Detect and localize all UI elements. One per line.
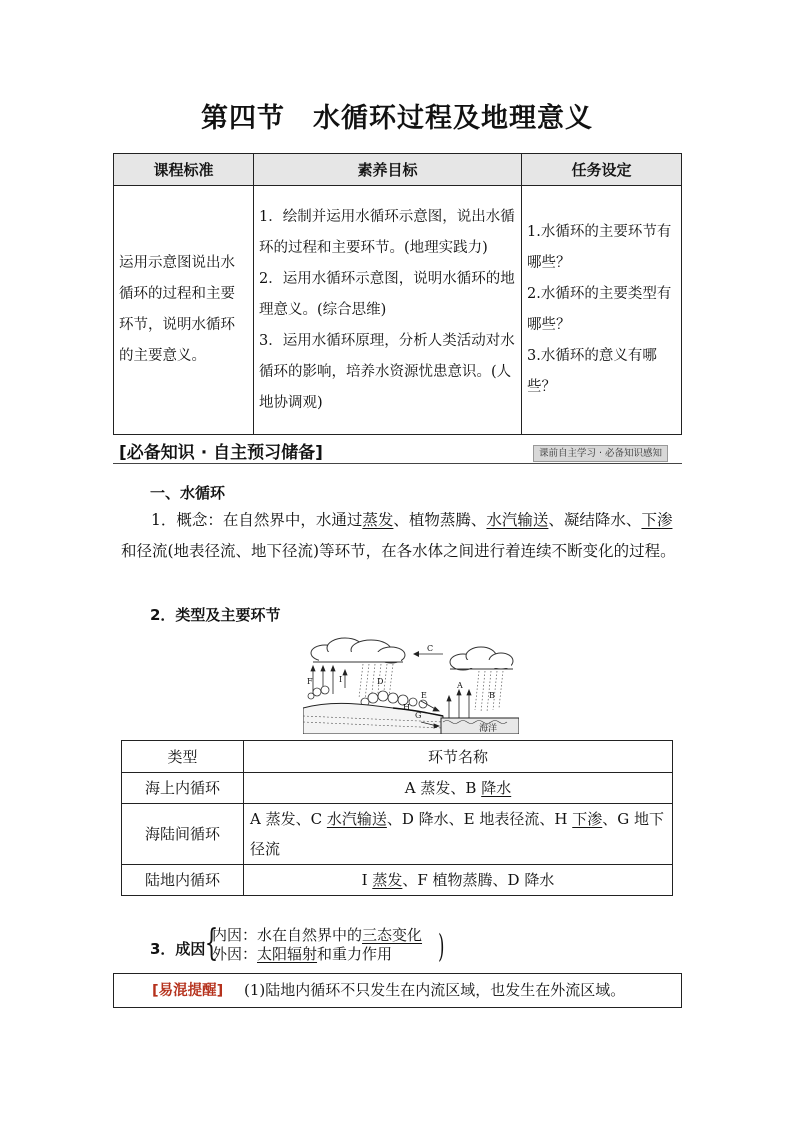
left-cloud-icon [311, 638, 405, 663]
goal-item: 3．运用水循环原理，分析人类活动对水循环的影响，培养水资源忧患意识。(人地协调观) [259, 332, 515, 411]
label-i: I [339, 675, 343, 684]
header-goals: 素养目标 [254, 154, 522, 186]
table-header-row [114, 154, 682, 186]
table-row [122, 773, 673, 804]
label-b: B [489, 691, 495, 700]
tip-box [113, 973, 682, 1008]
type-cell: 海上内循环 [122, 773, 244, 804]
links-text: 、G 地下径流 [250, 810, 665, 858]
banner-tag: 课前自主学习 · 必备知识感知 [533, 445, 668, 462]
tip-tag: [易混提醒] [152, 983, 224, 999]
task-item: 1.水循环的主要环节有哪些？ [527, 224, 672, 271]
label-d: D [377, 677, 384, 686]
water-cycle-diagram [303, 636, 519, 734]
header-type: 类型 [122, 741, 244, 773]
blank-answer: 水汽输送 [486, 511, 549, 529]
tip-text: (1)陆地内循环不只发生在内流区域，也发生在外流区域。 [244, 981, 626, 999]
concept-text: 1．概念：在自然界中，水通过 [151, 511, 363, 529]
blank-answer: 降水 [481, 779, 512, 797]
concept-text: 和径流(地表径流、地下径流)等环节，在各水体之间进行着连续不断变化的过程。 [121, 542, 676, 560]
type-cell: 陆地内循环 [122, 865, 244, 896]
links-text: 、D 降水、E 地表径流、H [386, 810, 573, 828]
cause-label: 3．成因 [150, 940, 206, 958]
section-banner [113, 436, 682, 464]
goal-item: 1．绘制并运用水循环示意图，说出水循环的过程和主要环节。(地理实践力) [259, 208, 515, 256]
table-row [114, 186, 682, 435]
left-brace: { [204, 923, 219, 964]
blank-answer: 下渗 [572, 810, 603, 828]
label-h: H [403, 703, 410, 712]
cause-text: 外因： [212, 945, 258, 963]
task-item: 3.水循环的意义有哪些？ [527, 348, 657, 395]
cause-text: 和重力作用 [317, 945, 393, 963]
blank-answer: 水汽输送 [326, 810, 387, 828]
subsection-heading: 2．类型及主要环节 [150, 606, 281, 624]
header-standard: 课程标准 [114, 154, 254, 186]
concept-text: 、植物蒸腾、 [393, 511, 487, 529]
cause-text: 内因：水在自然界中的 [212, 926, 363, 944]
concept-text: 、凝结降水、 [548, 511, 642, 529]
section-heading: 一、水循环 [150, 484, 226, 502]
blank-answer: 蒸发 [372, 871, 403, 889]
links-cell [244, 804, 673, 865]
goal-item: 2．运用水循环示意图，说明水循环的地理意义。(综合思维) [259, 270, 515, 318]
water-cycle-types-table [121, 740, 673, 896]
banner-title: [必备知识 · 自主预习储备] [119, 443, 323, 463]
header-tasks: 任务设定 [522, 154, 682, 186]
links-text: I [361, 871, 373, 889]
type-cell: 海陆间循环 [122, 804, 244, 865]
blank-answer: 下渗 [641, 511, 673, 529]
concept-paragraph [121, 505, 681, 567]
goals-cell [254, 186, 522, 435]
blank-answer: 三态变化 [362, 926, 423, 944]
table-row [122, 804, 673, 865]
links-text: A 蒸发、B [404, 779, 482, 797]
page-title: 第四节 水循环过程及地理意义 [201, 103, 593, 134]
links-text: A 蒸发、C [250, 810, 327, 828]
right-paren: ) [438, 927, 445, 965]
links-cell [244, 773, 673, 804]
rain-icon [359, 664, 503, 712]
table-header-row [122, 741, 673, 773]
inner-cause [212, 926, 422, 944]
header-links: 环节名称 [244, 741, 673, 773]
label-c: C [427, 644, 434, 653]
tasks-cell [522, 186, 682, 435]
standard-cell: 运用示意图说出水循环的过程和主要环节，说明水循环的主要意义。 [114, 186, 254, 435]
label-f: F [307, 677, 313, 686]
label-a: A [457, 681, 463, 690]
links-cell [244, 865, 673, 896]
blank-answer: 蒸发 [362, 511, 394, 529]
outer-cause [212, 945, 392, 963]
right-cloud-icon [450, 647, 513, 670]
task-item: 2.水循环的主要类型有哪些？ [527, 286, 672, 333]
label-ocean: 海洋 [479, 724, 498, 734]
blank-answer: 太阳辐射 [257, 945, 318, 963]
links-text: 、F 植物蒸腾、D 降水 [402, 871, 555, 889]
curriculum-standards-table [113, 153, 682, 435]
label-g: G [415, 711, 422, 720]
label-e: E [421, 691, 427, 700]
table-row [122, 865, 673, 896]
banner-divider [113, 463, 682, 464]
